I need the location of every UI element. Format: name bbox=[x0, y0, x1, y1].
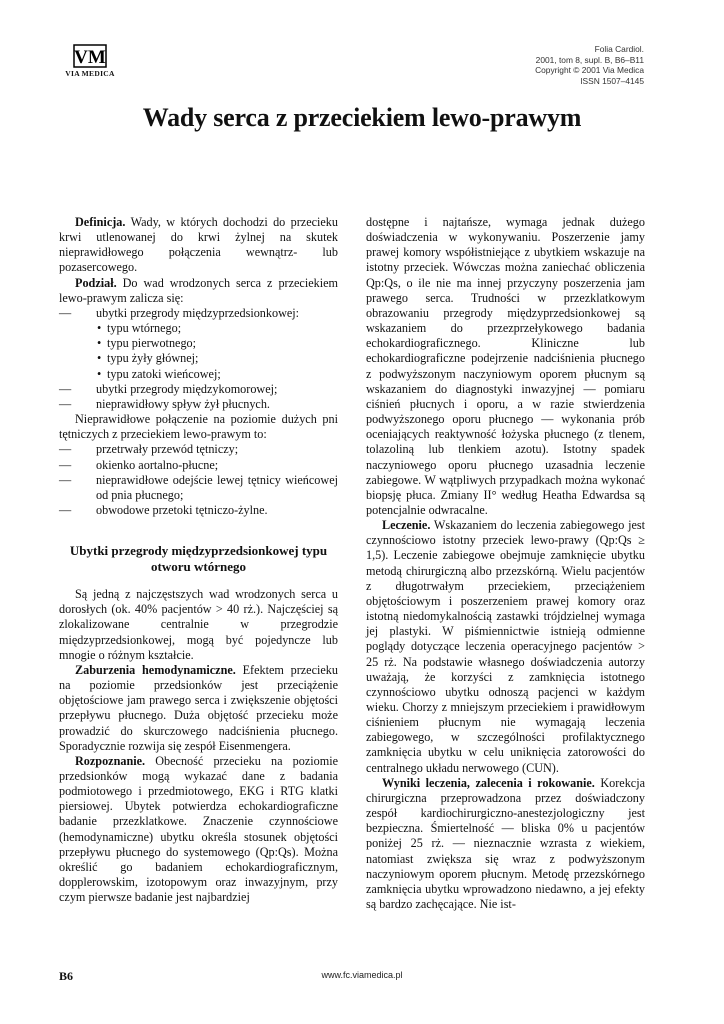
meta-volume: 2001, tom 8, supl. B, B6–B11 bbox=[535, 54, 644, 65]
meta-issn: ISSN 1507–4145 bbox=[580, 75, 644, 86]
bullet-item: • typu pierwotnego; bbox=[97, 336, 197, 351]
diagnosis-lead: Rozpoznanie. bbox=[75, 753, 146, 768]
results-paragraph: Wyniki leczenia, zalecenia i rokowanie. Korekcja chirurgiczna przeprowadzona przez doświadczony zespół kardiochirurgiczno-anestezjologiczny jest bezpieczna. Śmiertelność — bliska 0% u pacjentów poniżej 25 rż. — nieznacznie wzrasta z wiekiem, natomiast zwiększa się wraz z podwyższonym naczyniowym oporem płucnym. Metodę przezskórnego zamknięcia ubytku wprowadzono niedawno, a jej efekty są bardzo zachęcające. Nie ist- bbox=[366, 775, 645, 912]
bullet-item: • typu wtórnego; bbox=[97, 321, 182, 336]
right-column bbox=[366, 215, 645, 912]
list-item: — ubytki przegrody międzyprzedsionkowej: bbox=[59, 305, 300, 320]
hemodynamics-paragraph: Zaburzenia hemodynamiczne. Efektem przecieku na poziomie przedsionków jest przeciążenie objętościowe jam prawego serca i zwiększenie objętości przepływu płucnego. Duża objętość przecieku może prowadzić do skurczowego nadciśnienia płucnego. Sporadycznie rozwija się zespół Eisenmengera. bbox=[59, 662, 338, 753]
treatment-lead: Leczenie. bbox=[382, 518, 431, 533]
list-item: — okienko aortalno-płucne; bbox=[59, 457, 219, 472]
treatment-paragraph: Leczenie. Wskazaniem do leczenia zabiegowego jest czynnościowo istotny przeciek lewo-prawy (Qp:Qs ≥ 1,5). Leczenie zabiegowe obejmuje zamknięcie ubytku metodą chirurgiczną albo przezskórną. Wielu pacjentów z długotrwałym przeciekiem, przeciążeniem objętościowym i poszerzeniem prawej komory oraz istotną niedomykalnością zastawki trójdzielnej wymaga jej plastyki. W piśmiennictwie istnieją odmienne poglądy dotyczące leczenia operacyjnego pacjentów > 25 rż. Na podstawie własnego doświadczenia autorzy uważają, że korzyści z zamknięcia istotnego czynnościowo ubytku odnoszą pacjenci w każdym wieku. Chorzy z mniejszym przeciekiem i prawidłowym ciśnieniem płucnym nie wymagają leczenia zabiegowego, w szczególności profilaktycznego zamknięcia ubytku w celu uniknięcia zatorowości do centralnego układu nerwowego (CUN). bbox=[366, 518, 645, 775]
results-lead: Wyniki leczenia, zalecenia i rokowanie. bbox=[382, 775, 595, 790]
left-column bbox=[59, 215, 338, 905]
hemodynamics-lead: Zaburzenia hemodynamiczne. bbox=[75, 662, 236, 677]
article-title: Wady serca z przeciekiem lewo-prawym bbox=[142, 103, 582, 132]
diagnosis-paragraph: Rozpoznanie. Obecność przecieku na poziomie przedsionków mogą wykazać dane z badania podmiotowego i przedmiotowego, EKG i RTG klatki piersiowej. Ubytek potwierdza echokardiograficzne badanie przezklatkowe. Znaczenie czynnościowe (hemodynamiczne) ubytku określa stosunek objętości przepływu płucnego do systemowego (Qp:Qs). Można określić go badaniem echokardiograficznym, dopplerowskim, izotopowym oraz inwazyjnym, przy czym pierwsze badanie jest najbardziej bbox=[59, 753, 338, 905]
footer-url: www.fc.viamedica.pl bbox=[321, 970, 403, 980]
meta-journal: Folia Cardiol. bbox=[594, 44, 644, 54]
page-number: B6 bbox=[59, 969, 74, 983]
definition-paragraph bbox=[59, 215, 338, 276]
intro-paragraph: Są jedną z najczęstszych wad wrodzonych serca u dorosłych (ok. 40% pacjentów > 40 rż.). Najczęściej są zlokalizowane centralnie w przegrodzie międzyprzedsionkowej, mogą być pojedyncze lub mnogie o różnym kształcie. bbox=[59, 587, 338, 662]
list-item: — ubytki przegrody międzykomorowej; bbox=[59, 381, 278, 396]
meta-copyright: Copyright © 2001 Via Medica bbox=[535, 65, 644, 76]
via-medica-logo-icon bbox=[73, 44, 107, 68]
bullet-item: • typu żyły głównej; bbox=[97, 351, 199, 366]
section-heading: Ubytki przegrody międzyprzedsionkowej typu otworu wtórnego bbox=[69, 543, 328, 574]
classification-text: Do wad wrodzonych serca z przeciekiem lewo-prawym zalicza się: bbox=[59, 275, 338, 305]
classification-paragraph bbox=[59, 276, 338, 306]
classification-lead: Podział. bbox=[75, 275, 117, 290]
definition-lead: Definicja. bbox=[75, 215, 126, 229]
logo-letters: VM bbox=[74, 47, 106, 68]
publisher-logo bbox=[58, 44, 122, 78]
definition-text: Wady, w których dochodzi do przecieku krwi utlenowanej do krwi żylnej na skutek nieprawidłowego połączenia wewnątrz- lub pozasercowego. bbox=[59, 215, 338, 275]
diagnosis-continued-paragraph: dostępne i najtańsze, wymaga jednak dużego doświadczenia w wykonywaniu. Poszerzenie jamy prawej komory współistniejące z ubytkiem wskazuje na istotny przeciek. Wówczas można zaniechać obliczenia Qp:Qs, o ile nie ma innej przyczyny poszerzenia jam prawego serca. Trudności w przezklatkowym obrazowaniu przegrody międzyprzedsionkowej są wskazaniem do przezprzełykowego badania echokardiograficznego. Kliniczne lub echokardiograficzne podejrzenie nadciśnienia płucnego z podwyższonym naczyniowym oporem płucnym są wskazaniem do diagnostyki inwazyjnej — pomiaru ciśnień płucnych i oporu, a w razie stwierdzenia podwyższonego oporu płucnego — wykonania prób oceniających reaktywność łożyska płucnego (z tlenem, tolazoliną lub tlenkiem azotu). Istotny spadek naczyniowego oporu płucnego uzasadnia leczenie zabiegowe. W wątpliwych przypadkach można wykonać biopsję płuca. Zmiany II° według Heatha Edwardsa są potencjalnie odwracalne. bbox=[366, 215, 645, 517]
list-item: — przetrwały przewód tętniczy; bbox=[59, 442, 239, 457]
publisher-name: VIA MEDICA bbox=[65, 69, 115, 78]
list-item: — nieprawidłowy spływ żył płucnych. bbox=[59, 396, 270, 411]
great-arteries-paragraph: Nieprawidłowe połączenie na poziomie dużych pni tętniczych z przeciekiem lewo-prawym to: bbox=[59, 412, 338, 442]
journal-meta bbox=[535, 44, 644, 86]
list-item: — nieprawidłowe odejście lewej tętnicy wieńcowej od pnia płucnego; bbox=[59, 472, 338, 502]
bullet-item: • typu zatoki wieńcowej; bbox=[97, 366, 221, 381]
list-item: — obwodowe przetoki tętniczo-żylne. bbox=[59, 502, 268, 517]
